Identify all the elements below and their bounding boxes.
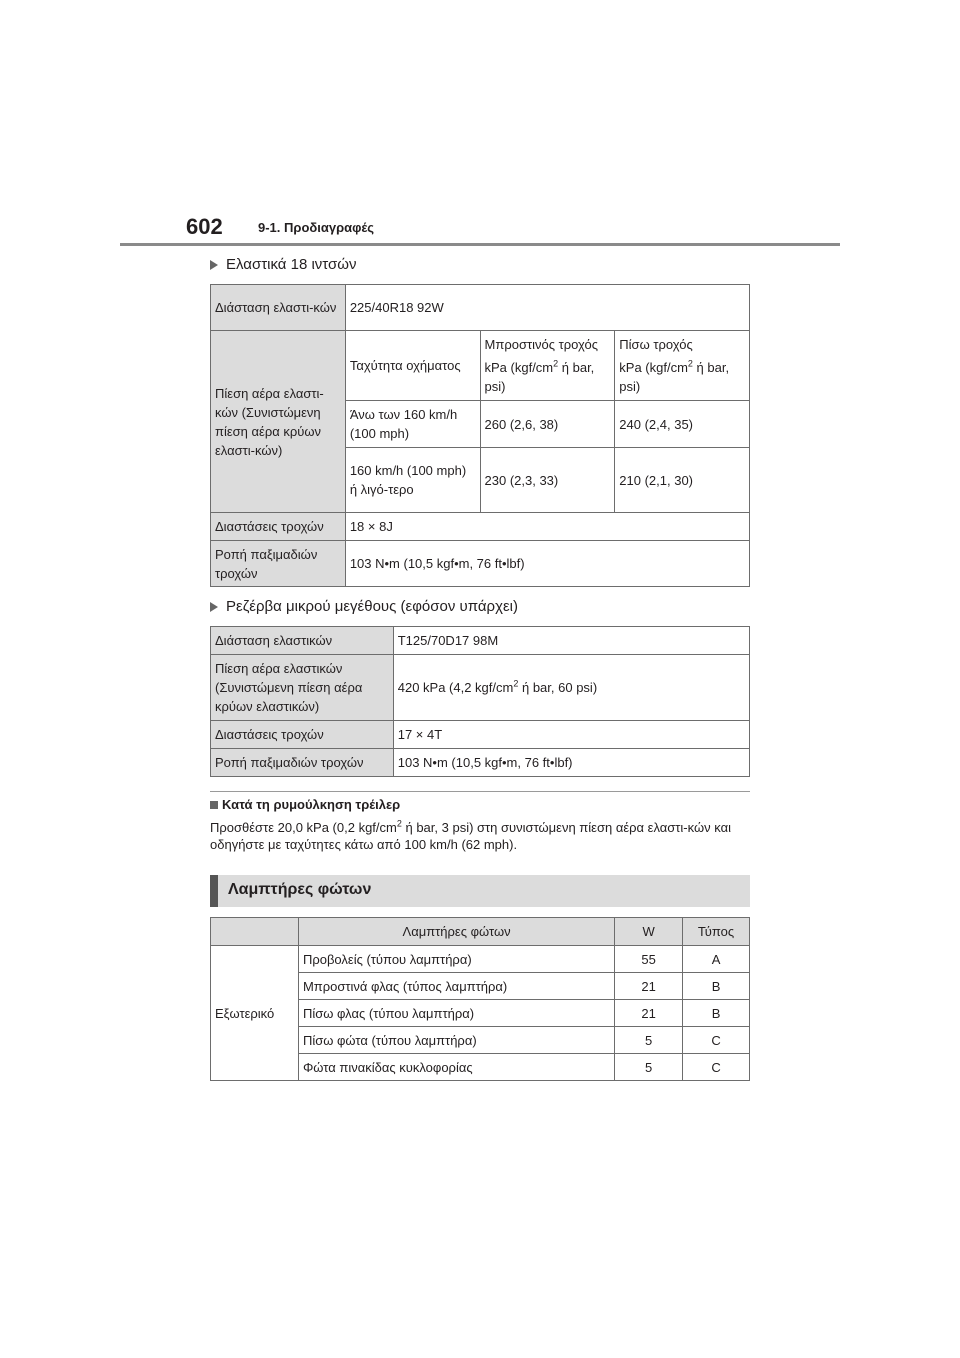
speed-row2: 160 km/h (100 mph) ή λιγό-τερο [345,448,480,513]
lamps-section-header [210,875,750,907]
page-number: 602 [186,214,223,239]
lamp-name: Πίσω φώτα (τύπου λαμπτήρα) [298,1027,614,1054]
tires18-heading-text: Ελαστικά 18 ιντσών [226,256,357,273]
lamp-watts: 21 [615,973,683,1000]
lamp-name: Φώτα πινακίδας κυκλοφορίας [298,1054,614,1081]
lamp-watts: 5 [615,1054,683,1081]
spare-torque-label: Ροπή παξιμαδιών τροχών [211,749,394,777]
lamp-type: C [683,1054,750,1081]
wheel-size-label: Διαστάσεις τροχών [211,513,346,541]
tire-size-value: 225/40R18 92W [345,285,749,331]
front-wheel-title: Μπροστινός τροχός [484,337,598,352]
rear-wheel-title: Πίσω τροχός [619,337,693,352]
note-divider [210,791,750,792]
front-pressure-row1: 260 (2,6, 38) [480,401,615,448]
spare-size-label: Διάσταση ελαστικών [211,627,394,655]
lamp-watts: 55 [615,946,683,973]
rear-wheel-unit: kPa ($kgf/cm^2$ ή bar, psi) [619,358,730,394]
section-accent-bar [210,875,218,907]
section-title: 9-1. Προδιαγραφές [258,220,375,235]
col-type: Τύπος [683,918,750,946]
lamps-group: Εξωτερικό [211,946,299,1081]
lamp-watts: 5 [615,1027,683,1054]
note-title-text: Κατά τη ρυμούλκηση τρέιλερ [222,797,401,812]
spare-pressure-label: Πίεση αέρα ελαστικών (Συνιστώμενη πίεση αέρα κρύων ελαστικών) [211,655,394,721]
tire-pressure-label: Πίεση αέρα ελαστι-κών (Συνιστώμενη πίεση αέρα κρύων ελαστι-κών) [211,331,346,513]
spare-heading-text: Ρεζέρβα μικρού μεγέθους (εφόσον υπάρχει) [226,598,518,615]
speed-header: Ταχύτητα οχήματος [345,331,480,401]
spare-pressure-value: 420 kPa (4,2 kgf/$cm^2$ ή bar, 60 psi) [393,655,749,721]
triangle-bullet-icon [210,260,218,270]
tires18-table [210,284,750,587]
front-wheel-header [480,331,615,401]
lamp-name: Πίσω φλας (τύπου λαμπτήρα) [298,1000,614,1027]
col-lamps: Λαμπτήρες φώτων [298,918,614,946]
tires18-heading [210,256,357,273]
spare-heading [210,598,518,615]
lamp-type: C [683,1027,750,1054]
front-pressure-row2: 230 (2,3, 33) [480,448,615,513]
spare-wheel-label: Διαστάσεις τροχών [211,721,394,749]
wheel-size-value: 18 × 8J [345,513,749,541]
spare-wheel-value: 17 × 4T [393,721,749,749]
lamps-empty-header [211,918,299,946]
lamp-type: A [683,946,750,973]
spare-size-value: T125/70D17 98M [393,627,749,655]
header-divider [120,243,840,246]
wheel-torque-value: 103 N•m (10,5 kgf•m, 76 ft•lbf) [345,541,749,587]
front-wheel-unit: kPa ($kgf/cm^2$ ή bar, psi) [484,358,595,394]
wheel-torque-label: Ροπή παξιμαδιών τροχών [211,541,346,587]
square-bullet-icon [210,801,218,809]
spare-torque-value: 103 N•m (10,5 kgf•m, 76 ft•lbf) [393,749,749,777]
speed-row1: Άνω των 160 km/h (100 mph) [345,401,480,448]
triangle-bullet-icon [210,602,218,612]
lamp-name: Προβολείς (τύπου λαμπτήρα) [298,946,614,973]
rear-wheel-header [615,331,750,401]
col-watts: W [615,918,683,946]
lamp-name: Μπροστινά φλας (τύπος λαμπτήρα) [298,973,614,1000]
lamp-type: B [683,973,750,1000]
lamp-watts: 21 [615,1000,683,1027]
lamps-table [210,917,750,1081]
lamps-section-title: Λαμπτήρες φώτων [228,881,372,898]
note-text: Προσθέστε 20,0 kPa (0,2 kgf/$cm^2$ ή bar, 3 psi) στη συνιστώμενη πίεση αέρα ελαστι-κών και οδηγήστε με ταχύτητες κάτω από 100 km/h (62 mph). [210,818,731,852]
rear-pressure-row2: 210 (2,1, 30) [615,448,750,513]
spare-table [210,626,750,777]
lamp-type: B [683,1000,750,1027]
rear-pressure-row1: 240 (2,4, 35) [615,401,750,448]
note-title [210,797,400,812]
tire-size-label: Διάσταση ελαστι-κών [211,285,346,331]
